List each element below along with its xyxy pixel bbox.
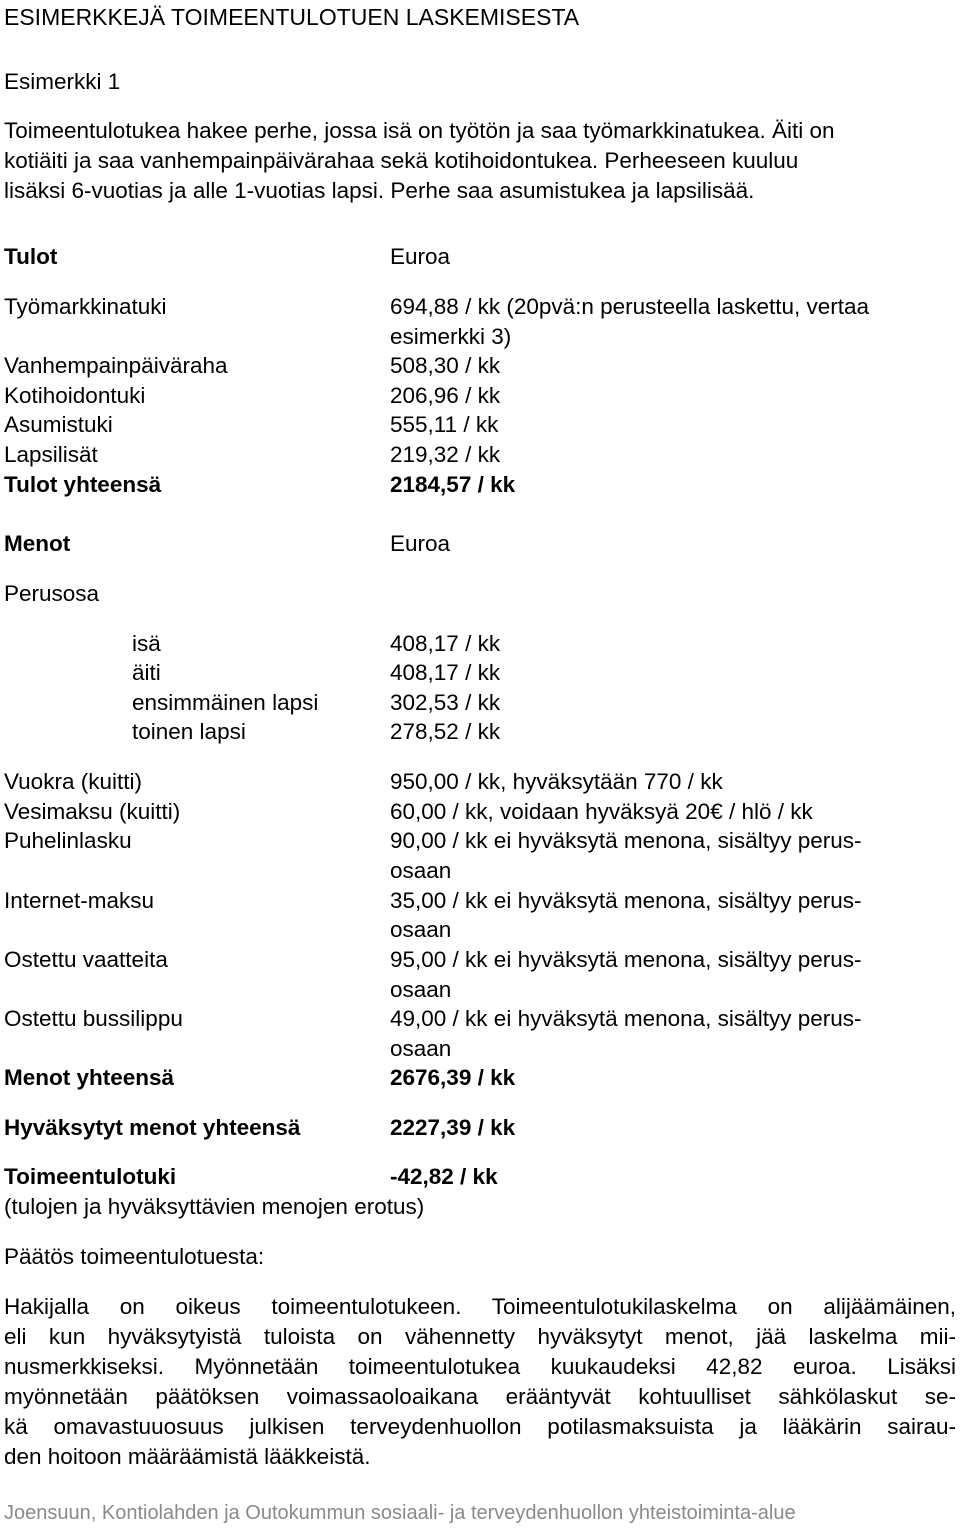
intro-line: lisäksi 6-vuotias ja alle 1-vuotias lapsi. Perhe saa asumistukea ja lapsilisää.	[4, 178, 755, 203]
expense-value: 60,00 / kk, voidaan hyväksyä 20€ / hlö / kk	[390, 799, 813, 824]
expenses-total-label: Menot yhteensä	[4, 1065, 175, 1090]
income-value-continuation: esimerkki 3)	[390, 324, 512, 349]
basic-part-value: 408,17 / kk	[390, 660, 501, 685]
approved-expenses-value: 2227,39 / kk	[390, 1115, 516, 1140]
decision-line: nusmerkkiseksi. Myönnetään toimeentulotukea kuukaudeksi 42,82 euroa. Lisäksi	[4, 1354, 956, 1379]
expense-value-continuation: osaan	[390, 1036, 452, 1061]
basic-part-heading: Perusosa	[4, 581, 100, 606]
expense-value: 95,00 / kk ei hyväksytä menona, sisältyy perus-	[390, 947, 862, 972]
decision-line: myönnetään päätöksen voimassaoloaikana erääntyvät kohtuulliset sähkölaskut se-	[4, 1384, 956, 1409]
result-value: -42,82 / kk	[390, 1164, 498, 1189]
decision-heading: Päätös toimeentulotuesta:	[4, 1244, 265, 1269]
expense-value: 49,00 / kk ei hyväksytä menona, sisältyy perus-	[390, 1006, 862, 1031]
basic-part-label: toinen lapsi	[132, 719, 246, 744]
document-title: ESIMERKKEJÄ TOIMEENTULOTUEN LASKEMISESTA	[4, 4, 580, 30]
expense-label: Puhelinlasku	[4, 828, 132, 853]
example-heading: Esimerkki 1	[4, 69, 121, 94]
basic-part-value: 408,17 / kk	[390, 631, 501, 656]
expense-label: Vuokra (kuitti)	[4, 769, 142, 794]
income-value: 694,88 / kk (20pvä:n perusteella laskettu, vertaa	[390, 294, 870, 319]
income-label: Lapsilisät	[4, 442, 98, 467]
intro-paragraph	[4, 116, 956, 206]
expense-label: Vesimaksu (kuitti)	[4, 799, 181, 824]
approved-expenses-label: Hyväksytyt menot yhteensä	[4, 1115, 301, 1140]
income-value: 508,30 / kk	[390, 353, 501, 378]
expense-label: Internet-maksu	[4, 888, 155, 913]
income-label: Kotihoidontuki	[4, 383, 146, 408]
expense-label: Ostettu vaatteita	[4, 947, 168, 972]
income-value: 555,11 / kk	[390, 412, 499, 437]
expense-value: 950,00 / kk, hyväksytään 770 / kk	[390, 769, 723, 794]
result-label: Toimeentulotuki	[4, 1164, 177, 1189]
decision-line: den hoitoon määräämistä lääkkeistä.	[4, 1444, 371, 1469]
income-label: Asumistuki	[4, 412, 113, 437]
decision-paragraph	[4, 1292, 956, 1472]
decision-line: eli kun hyväksytyistä tuloista on vähennetty hyväksytyt menot, jää laskelma mii-	[4, 1324, 956, 1349]
basic-part-label: isä	[132, 631, 161, 656]
expenses-currency-heading: Euroa	[390, 531, 451, 556]
expense-label: Ostettu bussilippu	[4, 1006, 183, 1031]
page-footer: Joensuun, Kontiolahden ja Outokummun sosiaali- ja terveydenhuollon yhteistoiminta-alue	[4, 1502, 796, 1524]
income-label: Vanhempainpäiväraha	[4, 353, 228, 378]
income-total-value: 2184,57 / kk	[390, 472, 516, 497]
result-note: (tulojen ja hyväksyttävien menojen erotus)	[4, 1194, 425, 1219]
income-value: 206,96 / kk	[390, 383, 501, 408]
income-value: 219,32 / kk	[390, 442, 501, 467]
expenses-heading: Menot	[4, 531, 71, 556]
income-heading: Tulot	[4, 244, 58, 269]
expense-value: 90,00 / kk ei hyväksytä menona, sisältyy perus-	[390, 828, 862, 853]
expense-value-continuation: osaan	[390, 858, 452, 883]
expense-value-continuation: osaan	[390, 977, 452, 1002]
basic-part-label: äiti	[132, 660, 161, 685]
basic-part-value: 302,53 / kk	[390, 690, 501, 715]
expenses-total-value: 2676,39 / kk	[390, 1065, 516, 1090]
intro-line: kotiäiti ja saa vanhempainpäivärahaa sekä kotihoidontukea. Perheeseen kuuluu	[4, 148, 799, 173]
income-label: Työmarkkinatuki	[4, 294, 167, 319]
expense-value-continuation: osaan	[390, 917, 452, 942]
basic-part-label: ensimmäinen lapsi	[132, 690, 319, 715]
income-total-label: Tulot yhteensä	[4, 472, 162, 497]
basic-part-value: 278,52 / kk	[390, 719, 501, 744]
intro-line: Toimeentulotukea hakee perhe, jossa isä on työtön ja saa työmarkkinatukea. Äiti on	[4, 118, 835, 143]
decision-line: Hakijalla on oikeus toimeentulotukeen. Toimeentulotukilaskelma on alijäämäinen,	[4, 1294, 956, 1319]
decision-line: kä omavastuuosuus julkisen terveydenhuollon potilasmaksuista ja lääkärin sairau-	[4, 1414, 956, 1439]
income-currency-heading: Euroa	[390, 244, 451, 269]
expense-value: 35,00 / kk ei hyväksytä menona, sisältyy perus-	[390, 888, 862, 913]
